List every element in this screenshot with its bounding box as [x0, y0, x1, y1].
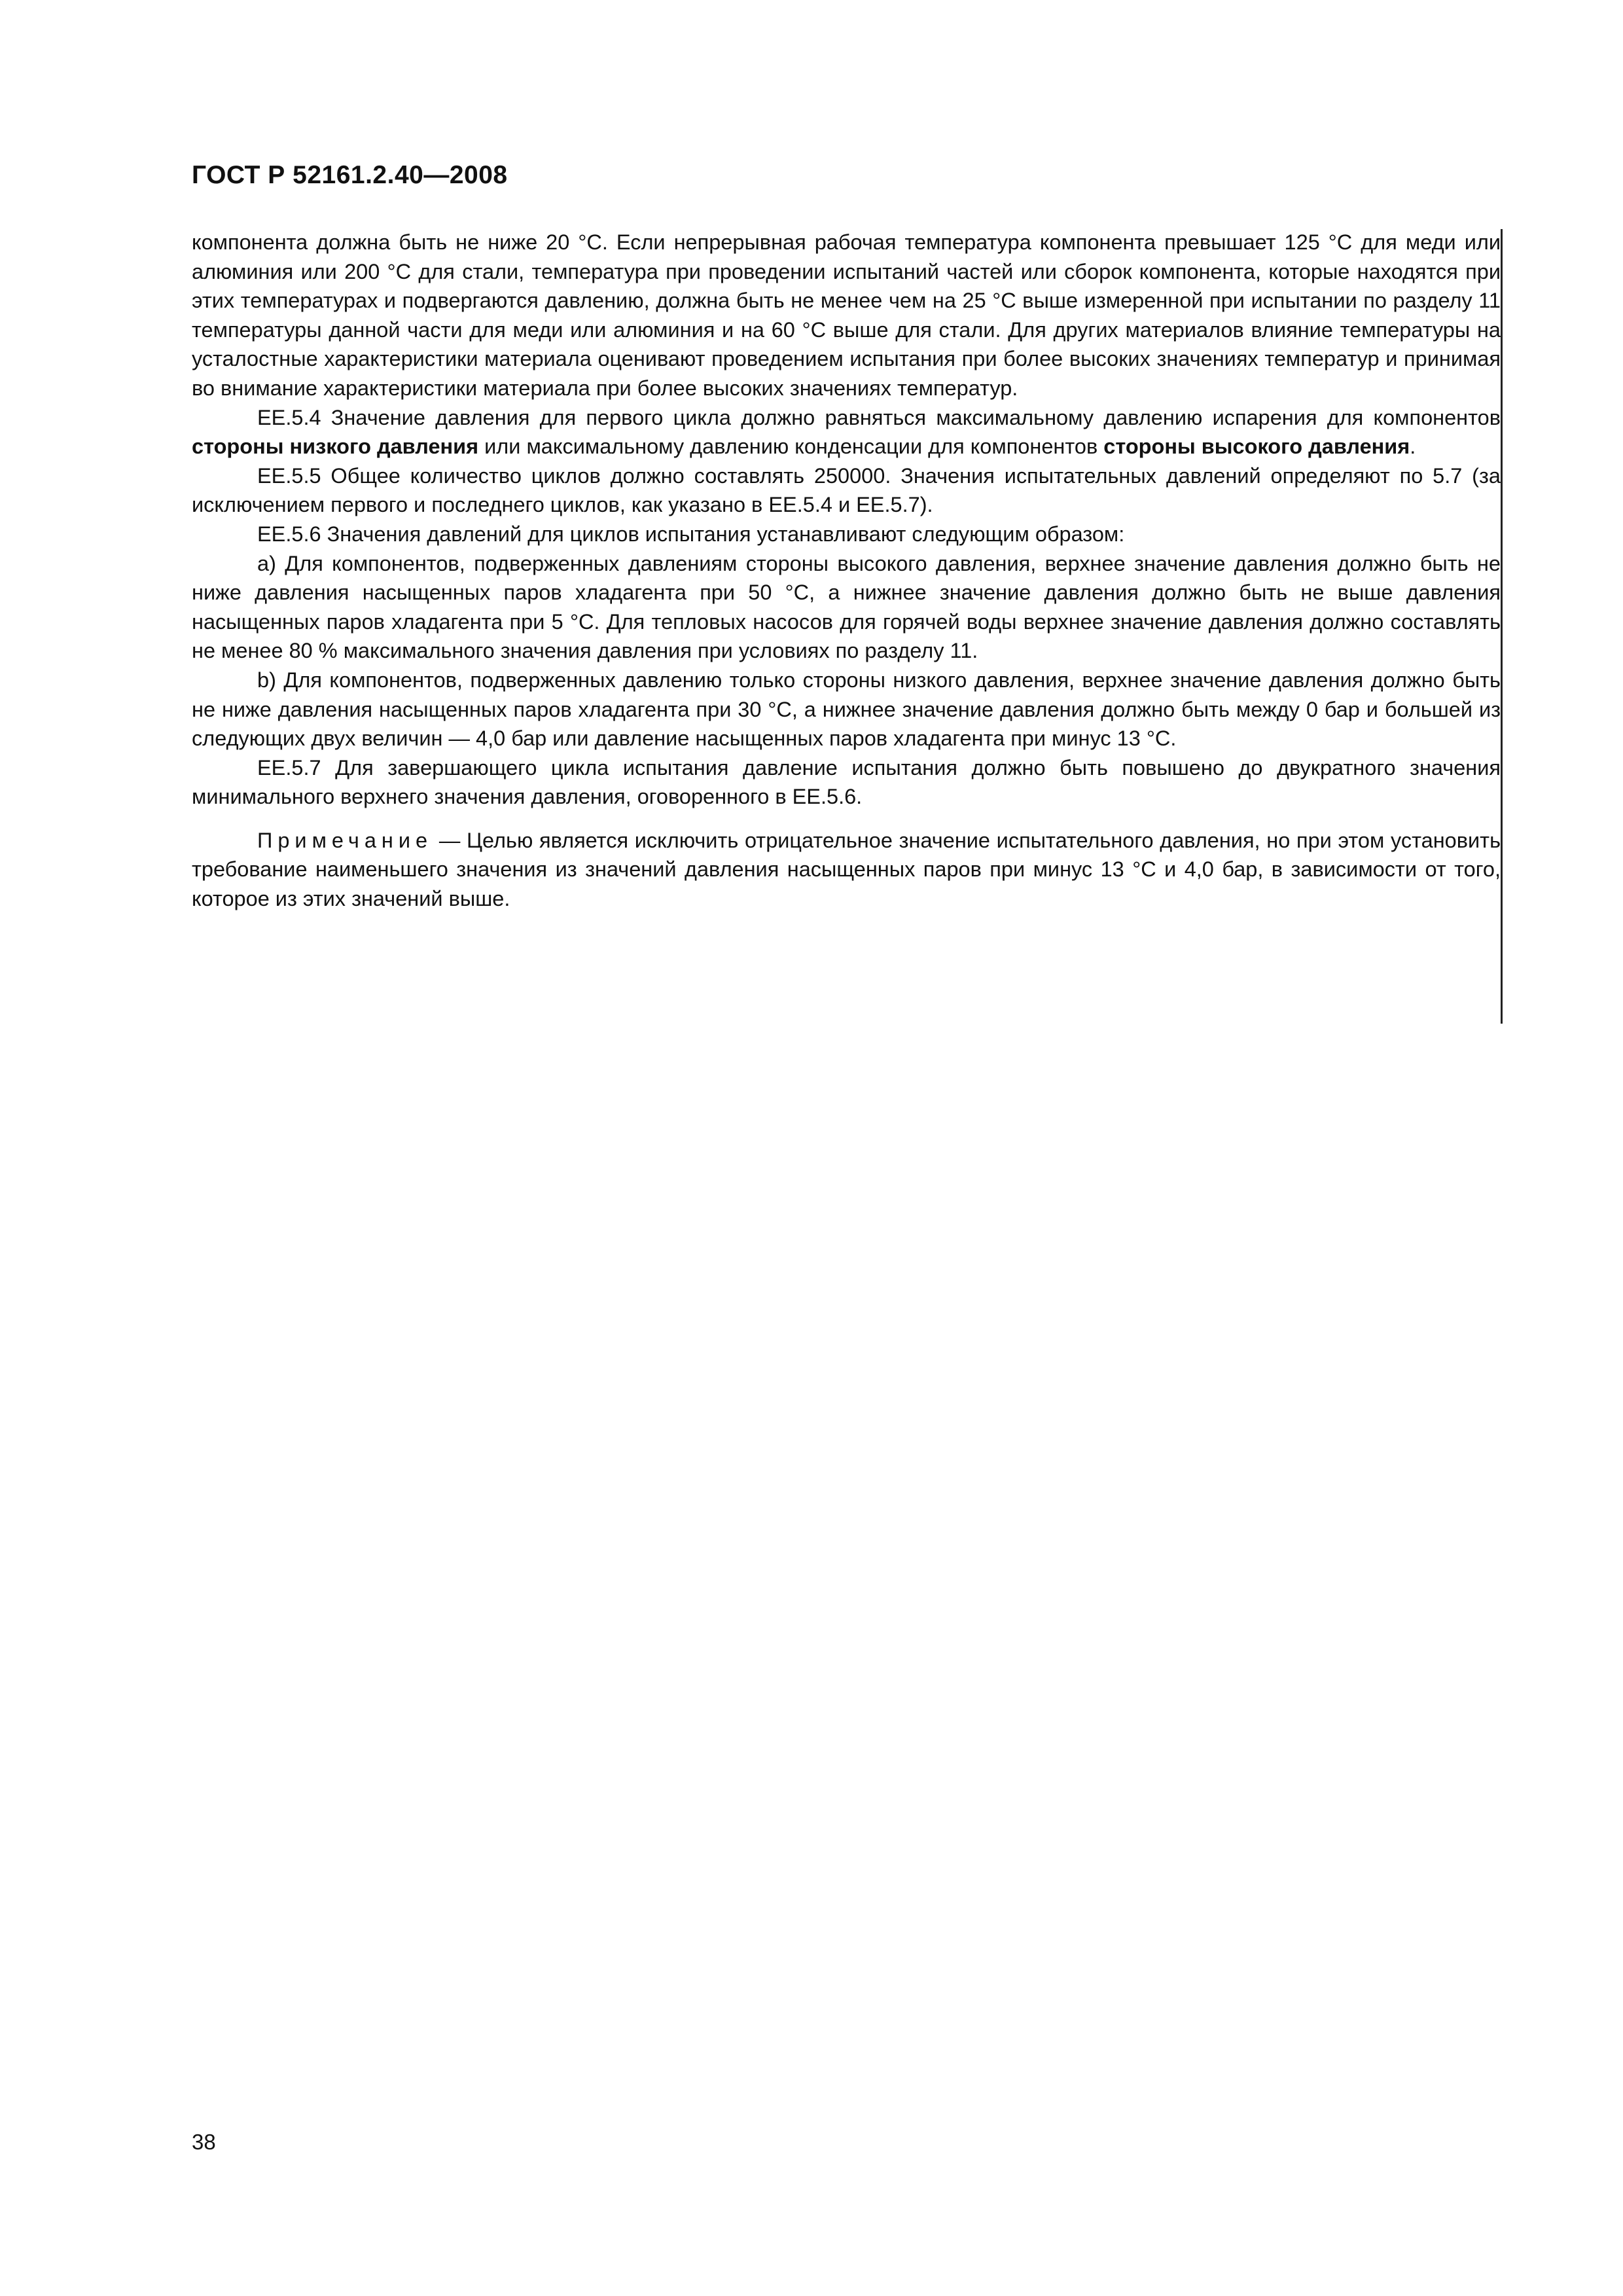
paragraph-text: ЕЕ.5.4 Значение давления для первого цикла должно равняться максимальному давлению испарения для компонентов [257, 405, 1501, 429]
paragraph-continuation: компонента должна быть не ниже 20 °С. Если непрерывная рабочая температура компонента превышает 125 °С для меди или алюминия или 200 °С для стали, температура при проведении испытаний частей или сборок компонента, которые находятся при этих температурах и подвергаются давлению, должна быть не менее чем на 25 °С выше измеренной при испытании по разделу 11 температуры данной части для меди или алюминия и на 60 °С выше для стали. Для других материалов влияние температуры на усталостные характеристики материала оценивают проведением испытания при более высоких значениях температур и принимая во внимание характеристики материала при более высоких значениях температур. [192, 230, 1501, 400]
paragraph-ee-5-4 [192, 403, 1501, 461]
paragraph-text: . [1410, 435, 1416, 459]
paragraph-item-a: a) Для компонентов, подверженных давлениям стороны высокого давления, верхнее значение давления должно быть не ниже давления насыщенных паров хладагента при 50 °С, а нижнее значение давления должно быть не выше давления насыщенных паров хладагента при 5 °С. Для тепловых насосов для горячей воды верхнее значение давления должно составлять не менее 80 % максимального значения давления при условиях по разделу 11. [192, 551, 1501, 663]
term-high-pressure-side: стороны высокого давления [1103, 435, 1410, 459]
paragraph-ee-5-6: ЕЕ.5.6 Значения давлений для циклов испытания устанавливают следующим образом: [257, 522, 1125, 546]
note-paragraph [192, 826, 1501, 914]
paragraph-ee-5-7: ЕЕ.5.7 Для завершающего цикла испытания давление испытания должно быть повышено до двукратного значения минимального верхнего значения давления, оговоренного в ЕЕ.5.6. [192, 755, 1501, 809]
standard-id-header: ГОСТ Р 52161.2.40—2008 [192, 161, 508, 189]
note-label: Примечание [257, 828, 433, 852]
term-low-pressure-side: стороны низкого давления [192, 435, 479, 459]
document-body [192, 228, 1501, 914]
paragraph-ee-5-5: ЕЕ.5.5 Общее количество циклов должно составлять 250000. Значения испытательных давлений определяют по 5.7 (за исключением первого и последнего циклов, как указано в ЕЕ.5.4 и ЕЕ.5.7). [192, 463, 1501, 517]
change-bar [1501, 229, 1503, 1024]
page-number: 38 [192, 2130, 216, 2154]
paragraph-text: или максимальному давлению конденсации для компонентов [478, 435, 1104, 459]
note-text: — Целью является исключить отрицательное значение испытательного давления, но при этом установить требование наименьшего значения из значений давления насыщенных паров при минус 13 °С и 4,0 бар, в зависимости от того, которое из этих значений выше. [192, 828, 1501, 911]
paragraph-item-b: b) Для компонентов, подверженных давлению только стороны низкого давления, верхнее значение давления должно быть не ниже давления насыщенных паров хладагента при 30 °С, а нижнее значение давления должно быть между 0 бар и большей из следующих двух величин — 4,0 бар или давление насыщенных паров хладагента при минус 13 °С. [192, 668, 1501, 751]
